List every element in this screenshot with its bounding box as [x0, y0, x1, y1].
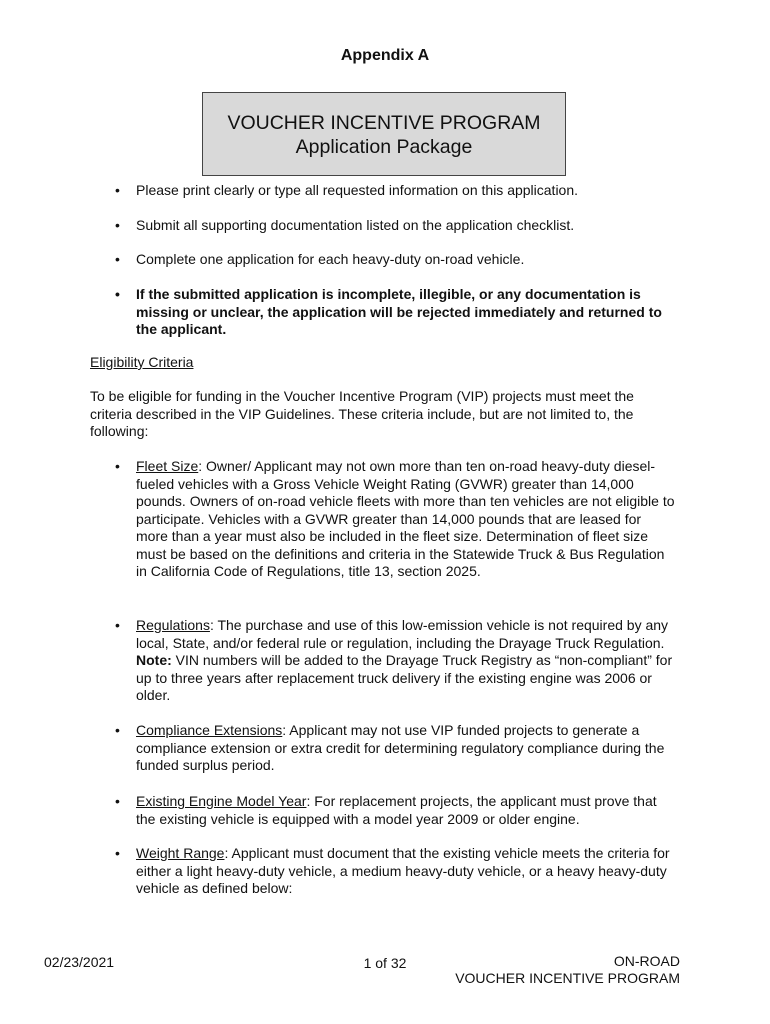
criterion-text: : Applicant may not use VIP funded projects to generate a compliance extension or extra credit for determining regulatory compliance during the funded surplus period. — [136, 722, 665, 773]
instruction-item: • Complete one application for each heavy-duty on-road vehicle. — [136, 251, 676, 269]
footer-program-name — [455, 953, 680, 987]
footer-right-line2: VOUCHER INCENTIVE PROGRAM — [455, 970, 680, 986]
footer-page-number: 1 of 32 — [363, 955, 407, 971]
criterion-term: Fleet Size — [136, 458, 199, 474]
instruction-item-warning: • If the submitted application is incomplete, illegible, or any documentation is missing or unclear, the application will be rejected immediately and returned to the applicant. — [136, 286, 676, 339]
criterion-term: Weight Range — [136, 845, 225, 861]
criterion-item — [136, 722, 676, 775]
criterion-term: Regulations — [136, 617, 210, 633]
criterion-text: : For replacement projects, the applicant must prove that the existing vehicle is equipped with a model year 2009 or older engine. — [136, 793, 657, 827]
criterion-term: Existing Engine Model Year — [136, 793, 307, 809]
eligibility-intro: To be eligible for funding in the Voucher Incentive Program (VIP) projects must meet the criteria described in the VIP Guidelines. These criteria include, but are not limited to, the following: — [90, 388, 634, 439]
footer-right-line1: ON-ROAD — [613, 953, 680, 969]
eligibility-heading: Eligibility Criteria — [90, 354, 194, 370]
criterion-item — [136, 617, 676, 705]
footer-date: 02/23/2021 — [44, 954, 115, 970]
program-title-box — [202, 92, 566, 176]
program-subtitle: Application Package — [295, 136, 473, 158]
criterion-item — [136, 458, 676, 581]
instruction-item: • Please print clearly or type all requested information on this application. — [136, 182, 676, 200]
criterion-item — [136, 845, 676, 898]
criterion-text: : Owner/ Applicant may not own more than ten on-road heavy-duty diesel-fueled vehicles with a Gross Vehicle Weight Rating (GVWR) greater than 14,000 pounds. Owners of on-road vehicle fleets with more than ten vehicles are not eligible to participate. Vehicles with a GVWR greater than 14,000 pounds that are leased for more than a year must also be included in the fleet size. Determination of fleet size must be based on the definitions and criteria in the Statewide Truck & Bus Regulation in California Code of Regulations, title 13, section 2025. — [136, 458, 675, 579]
criterion-note-text: VIN numbers will be added to the Drayage Truck Registry as “non-compliant” for up to three years after replacement truck delivery if the existing engine was 2006 or older. — [136, 652, 673, 703]
criterion-text: : Applicant must document that the existing vehicle meets the criteria for either a light heavy-duty vehicle, a medium heavy-duty vehicle, or a heavy heavy-duty vehicle as defined below: — [136, 845, 670, 896]
criterion-text: : The purchase and use of this low-emission vehicle is not required by any local, State, and/or federal rule or regulation, including the Drayage Truck Regulation. — [136, 617, 669, 651]
program-title: VOUCHER INCENTIVE PROGRAM — [227, 112, 541, 134]
criterion-item — [136, 793, 676, 828]
instruction-item: • Submit all supporting documentation listed on the application checklist. — [136, 217, 676, 235]
criterion-term: Compliance Extensions — [136, 722, 283, 738]
criterion-note-label: Note: — [136, 652, 172, 668]
appendix-heading: Appendix A — [340, 47, 430, 64]
